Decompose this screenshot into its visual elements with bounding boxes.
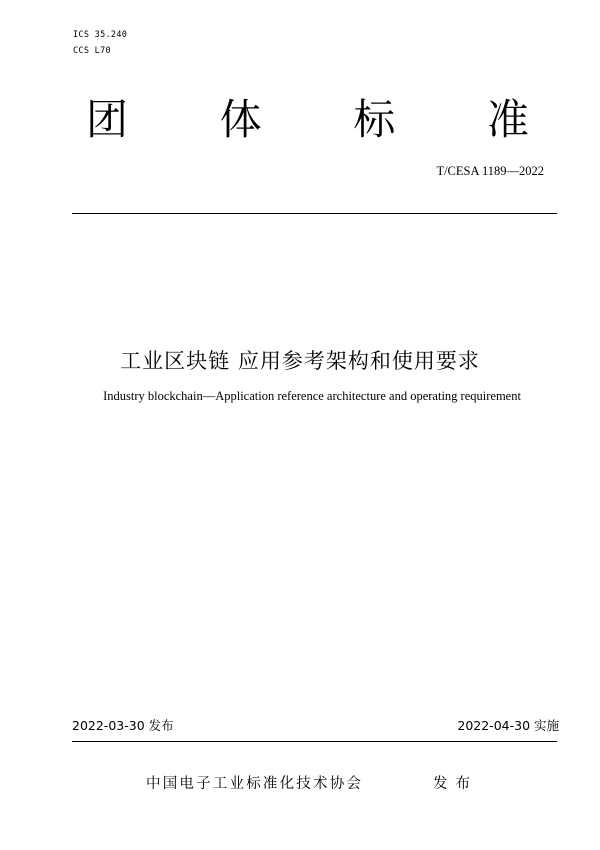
document-title-english: Industry blockchain—Application reference architecture and operating requirement [103, 389, 521, 403]
ccs-code: CCS L70 [73, 46, 111, 56]
standard-type-char: 体 [219, 95, 262, 144]
issue-date: 2022-03-30 发布 [72, 718, 174, 733]
implementation-date: 2022-04-30 实施 [457, 718, 559, 733]
standard-type-char: 团 [86, 95, 129, 144]
standard-type-char: 准 [486, 95, 529, 144]
ics-code: ICS 35.240 [73, 30, 128, 40]
standard-number: T/CESA 1189—2022 [436, 164, 544, 178]
top-divider [72, 213, 557, 214]
issuing-organization: 中国电子工业标准化技术协会 [146, 776, 364, 792]
standard-type-char: 标 [353, 95, 396, 144]
bottom-divider [72, 741, 557, 742]
issuer-action: 发布 [433, 776, 478, 792]
standard-type-heading [86, 92, 529, 148]
document-title-chinese: 工业区块链 应用参考架构和使用要求 [120, 349, 480, 373]
